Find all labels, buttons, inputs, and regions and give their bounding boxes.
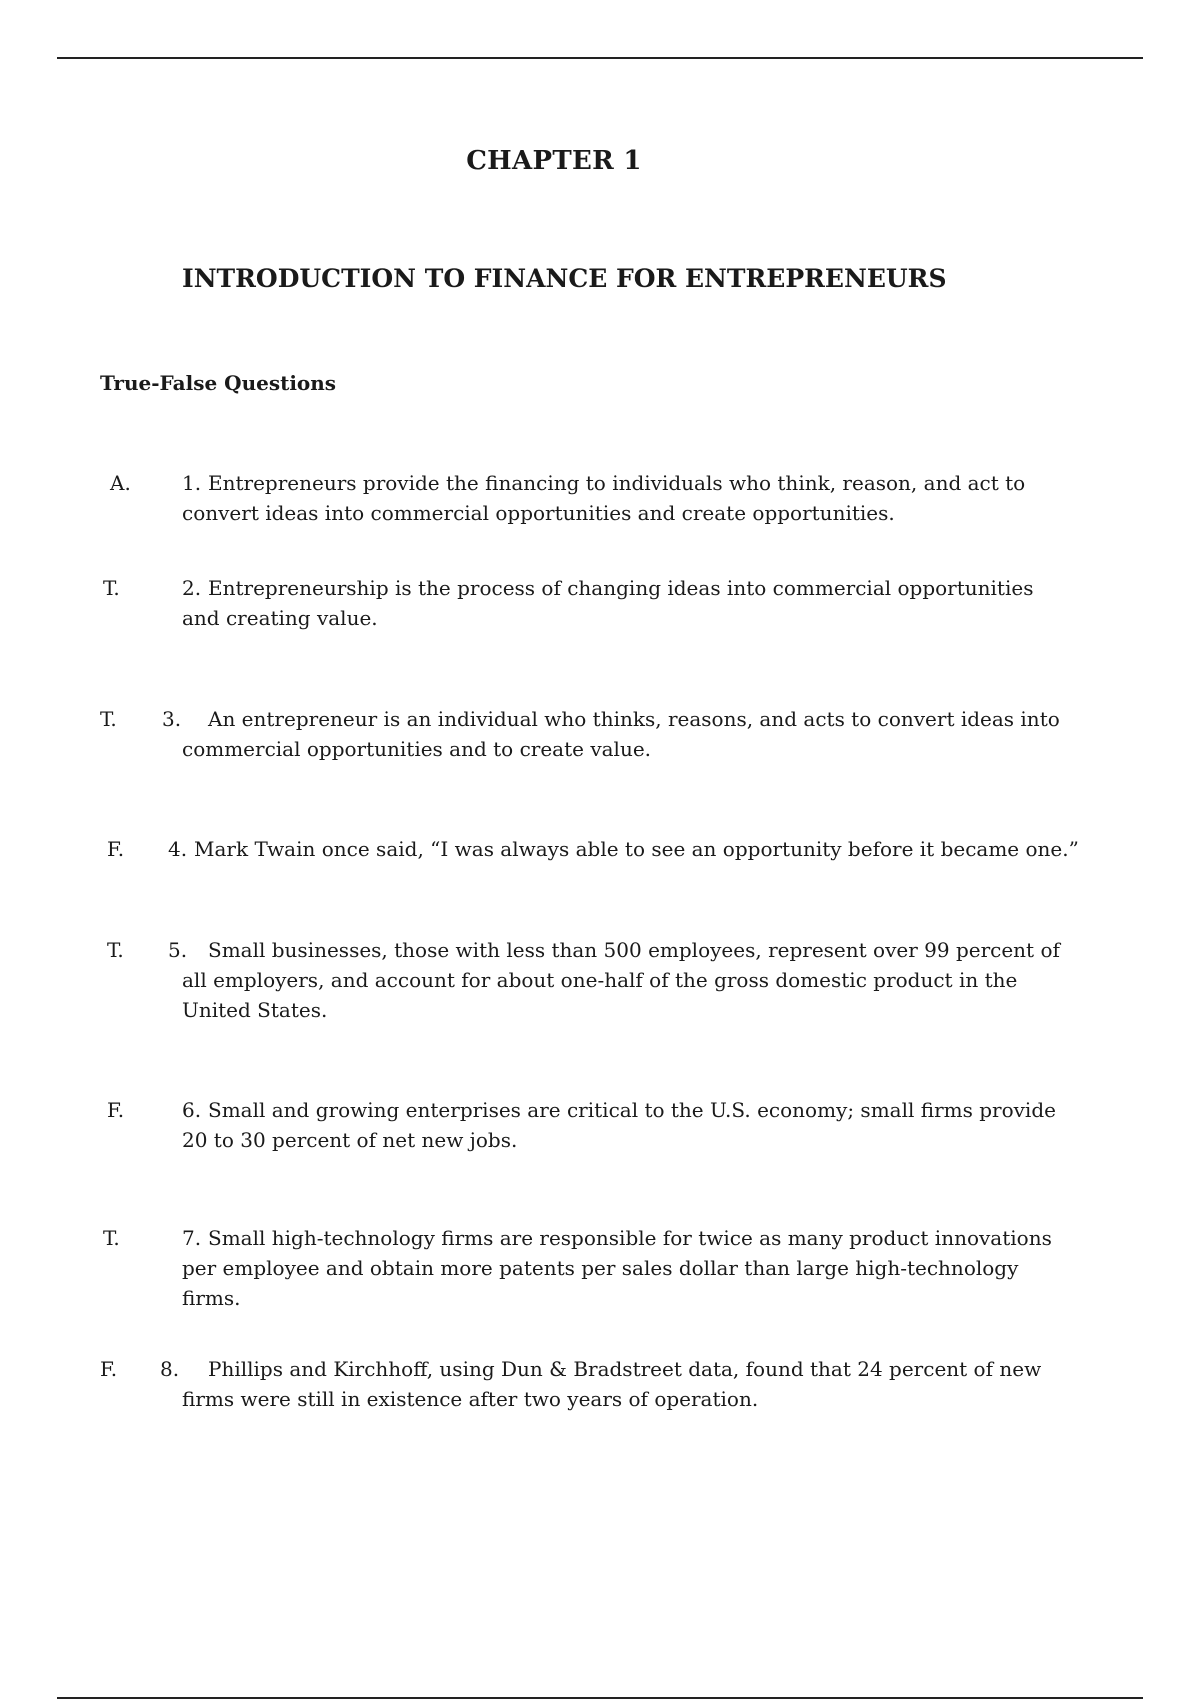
- question-number: 4.: [168, 837, 188, 861]
- question-text: Small and growing enterprises are critical to the U.S. economy; small firms provide 20 to 30 percent of net new jobs.: [182, 1098, 1056, 1152]
- answer-key: F.: [107, 837, 125, 861]
- document-title: INTRODUCTION TO FINANCE FOR ENTREPRENEURS: [182, 264, 947, 293]
- question-text: Mark Twain once said, “I was always able to see an opportunity before it became one.”: [194, 837, 1079, 861]
- top-rule: [57, 57, 1143, 59]
- question-text: Phillips and Kirchhoff, using Dun & Bradstreet data, found that 24 percent of new firms were still in existence after two years of operation.: [182, 1357, 1042, 1411]
- answer-key: A.: [110, 471, 131, 495]
- question-number: 3.: [162, 707, 182, 731]
- question-text: Small high-technology firms are responsible for twice as many product innovations per employee and obtain more patents per sales dollar than large high-technology firms.: [182, 1226, 1052, 1310]
- question-number: 1.: [182, 471, 202, 495]
- question-text: Entrepreneurs provide the financing to individuals who think, reason, and act to convert ideas into commercial opportunities and create opportunities.: [182, 471, 1026, 525]
- answer-key: F.: [107, 1098, 125, 1122]
- answer-key: T.: [103, 576, 120, 600]
- answer-key: T.: [107, 938, 124, 962]
- question-number: 5.: [168, 938, 188, 962]
- question-text: An entrepreneur is an individual who thinks, reasons, and acts to convert ideas into commercial opportunities and to create value.: [182, 707, 1060, 761]
- chapter-heading: CHAPTER 1: [466, 146, 642, 176]
- answer-key: F.: [100, 1357, 118, 1381]
- section-heading: True-False Questions: [100, 371, 337, 395]
- answer-key: T.: [103, 1226, 120, 1250]
- question-number: 8.: [160, 1357, 180, 1381]
- question-text: Small businesses, those with less than 500 employees, represent over 99 percent of all employers, and account for about one-half of the gross domestic product in the United States.: [182, 938, 1060, 1022]
- answer-key: T.: [100, 707, 117, 731]
- question-number: 2.: [182, 576, 202, 600]
- question-number: 6.: [182, 1098, 202, 1122]
- question-number: 7.: [182, 1226, 202, 1250]
- question-text: Entrepreneurship is the process of changing ideas into commercial opportunities and creating value.: [182, 576, 1034, 630]
- bottom-rule: [57, 1697, 1143, 1699]
